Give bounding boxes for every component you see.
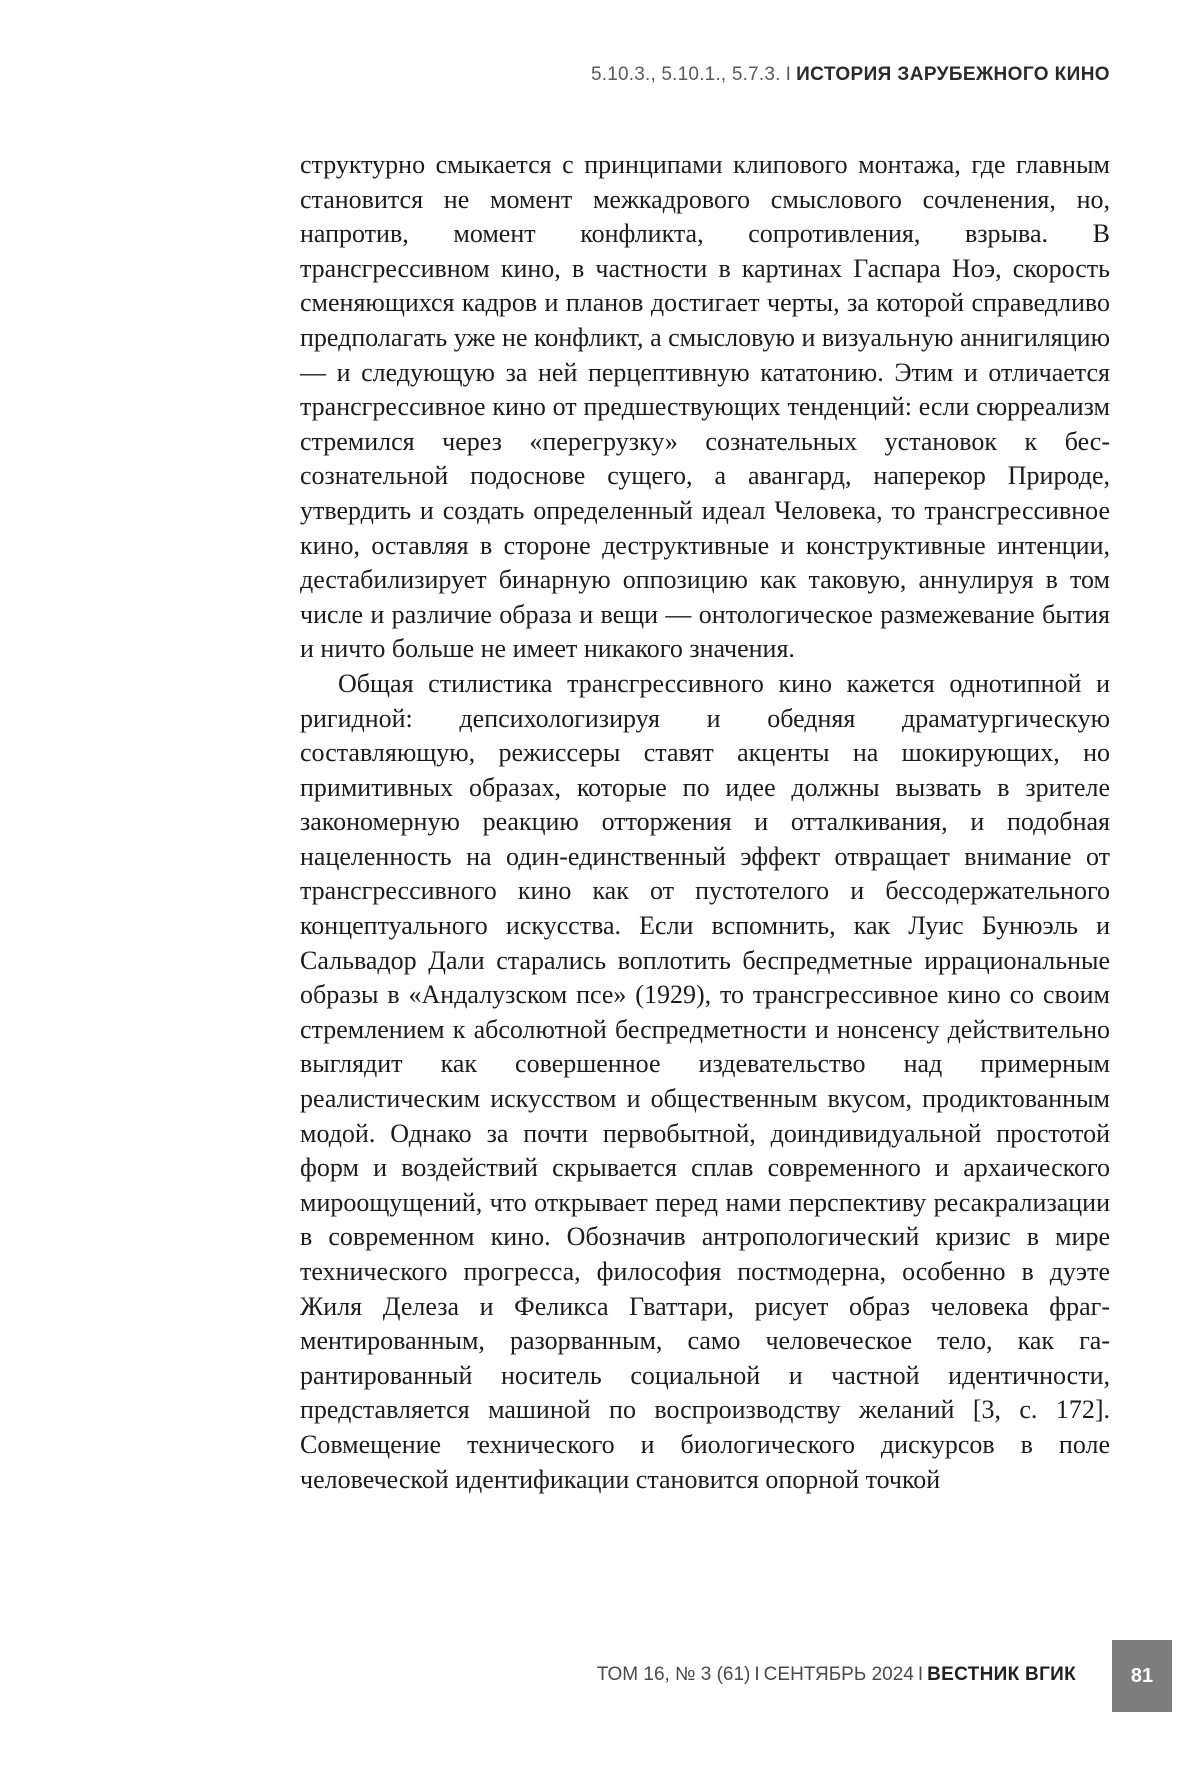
page-number: 81 (1130, 1664, 1154, 1687)
running-footer (276, 1660, 1076, 1690)
header-separator: I (785, 64, 792, 85)
header-codes: 5.10.3., 5.10.1., 5.7.3. (590, 64, 781, 85)
footer-issue: ТОМ 16, № 3 (61) (596, 1664, 751, 1685)
paragraph-2: Общая стилистика трансгрессивного кино кажется однотипной и ригидной: депсихологизируя и обедняя драматургическую составляющую, режиссеры ставят акценты на шокирующих, но примитивных образах, которые по идее должны вызвать в зрителе закономерную реакцию отторжения и отталкивания, и подобная нацеленность на один-единственный эффект отвращает внимание от трансгрессивного кино как от пустотелого и бессодержательного концептуального искусства. Если вспомнить, как Луис Бунюэль и Сальвадор Дали старались воплотить беспредметные иррациональные образы в «Андалузском псе» (1929), то трансгрессивное кино со своим стремлением к абсолютной беспредметности и нонсенсу действительно выглядит как совершенное издевательство над примерным реалистическим искусством и общественным вкусом, продиктованным модой. Однако за почти первобытной, доиндивидуальной простотой форм и воздействий скрывается сплав современного и архаического мироощущений, что открывает перед нами перспективу ресакрализации в современном кино. Обозначив антропологический кризис в мире технического прогресса, философия постмодерна, особенно в дуэте Жиля Делеза и Феликса Гваттари, рисует образ человека фрагментированным, разорванным, само человеческое тело, как гарантированный носитель социальной и частной идентичности, представляется машиной по воспроизводству желаний [3, с. 172]. Совмещение технического и биологического дискурсов в поле человеческой идентификации становится опорной точкой (300, 668, 1110, 1494)
paragraph-1: структурно смыкается с принципами клипового монтажа, где главным становится не момент межкадрового смыслового сочленения, но, напротив, момент конфликта, сопротивления, взрыва. В трансгрессивном кино, в частности в картинах Гаспара Ноэ, скорость сменяющихся кадров и планов достигает черты, за которой справедливо предполагать уже не конфликт, а смысловую и визуальную аннигиляцию — и следующую за ней перцептивную кататонию. Этим и отличается трансгрессивное кино от предшествующих тенденций: если сюрреализм стремился через «перегрузку» сознательных установок к бессознательной подоснове сущего, а авангард, наперекор Природе, утвердить и создать определенный идеал Человека, то трансгрессивное кино, оставляя в стороне деструктивные и конструктивные интенции, дестабилизирует бинарную оппозицию как таковую, аннулируя в том числе и различие образа и вещи — онтологическое размежевание бытия и ничто больше не имеет никакого значения. (300, 150, 1110, 664)
footer-separator-1: I (754, 1664, 760, 1685)
running-head (210, 64, 1110, 86)
footer-separator-2: I (917, 1664, 924, 1685)
article-body (300, 148, 1110, 1497)
header-section-title: ИСТОРИЯ ЗАРУБЕЖНОГО КИНО (796, 64, 1110, 85)
footer-date: СЕНТЯБРЬ 2024 (763, 1664, 914, 1685)
page-number-box (1112, 1640, 1172, 1712)
footer-journal-title: ВЕСТНИК ВГИК (927, 1664, 1076, 1685)
